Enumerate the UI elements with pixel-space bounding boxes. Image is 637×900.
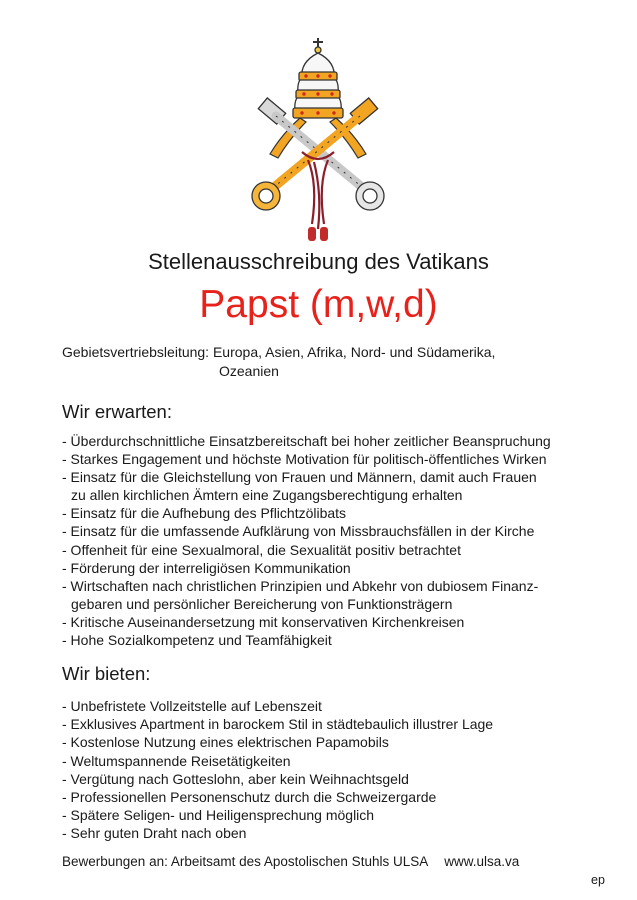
list-item: - Weltumspannende Reisetätigkeiten [62, 752, 291, 769]
papal-coat-of-arms-icon [242, 34, 394, 244]
job-title: Papst (m,w,d) [199, 283, 438, 326]
author-initials: ep [591, 873, 605, 887]
list-item: - Exklusives Apartment in barockem Stil in städtebaulich illustrer Lage [62, 716, 494, 733]
list-item: gebaren und persönlicher Bereicherung von Funktionsträgern [71, 595, 453, 612]
list-item: - Sehr guten Draht nach oben [62, 825, 247, 842]
expect-list [62, 432, 551, 649]
list-item: - Starkes Engagement und höchste Motivation für politisch-öffentliches Wirken [62, 451, 547, 468]
expect-section-title: Wir erwarten: [62, 401, 172, 422]
list-item: zu allen kirchlichen Ämtern eine Zugangsberechtigung erhalten [71, 487, 463, 504]
region-description [62, 343, 495, 381]
list-item: - Offenheit für eine Sexualmoral, die Sexualität positiv betrachtet [62, 541, 461, 558]
list-item: - Spätere Seligen- und Heiligensprechung möglich [62, 807, 375, 824]
list-item: - Einsatz für die umfassende Aufklärung von Missbrauchsfällen in der Kirche [62, 523, 535, 540]
region-line-2: Ozeanien [219, 363, 279, 379]
offer-list [62, 697, 493, 843]
list-item: - Einsatz für die Gleichstellung von Frauen und Männern, damit auch Frauen [62, 469, 537, 486]
list-item: - Kritische Auseinandersetzung mit konservativen Kirchenkreisen [62, 613, 465, 630]
offer-section-title: Wir bieten: [62, 663, 151, 684]
application-contact [62, 854, 519, 869]
list-item: - Unbefristete Vollzeitstelle auf Lebenszeit [62, 698, 322, 714]
list-item: - Einsatz für die Aufhebung des Pflichtzölibats [62, 505, 347, 522]
list-item: - Förderung der interreligiösen Kommunikation [62, 559, 351, 576]
list-item: - Überdurchschnittliche Einsatzbereitschaft bei hoher zeitlicher Beanspruchung [62, 433, 551, 449]
list-item: - Kostenlose Nutzung eines elektrischen Papamobils [62, 734, 389, 751]
region-line-1: Gebietsvertriebsleitung: Europa, Asien, Afrika, Nord- und Südamerika, [62, 344, 496, 360]
list-item: - Vergütung nach Gotteslohn, aber kein Weihnachtsgeld [62, 770, 409, 787]
list-item: - Hohe Sozialkompetenz und Teamfähigkeit [62, 632, 332, 649]
posting-heading: Stellenausschreibung des Vatikans [148, 249, 489, 274]
list-item: - Wirtschaften nach christlichen Prinzipien und Abkehr von dubiosem Finanz- [62, 577, 539, 594]
application-url: www.ulsa.va [444, 854, 520, 869]
application-text: Bewerbungen an: Arbeitsamt des Apostolischen Stuhls ULSA [62, 854, 429, 869]
list-item: - Professionellen Personenschutz durch die Schweizergarde [62, 789, 437, 806]
